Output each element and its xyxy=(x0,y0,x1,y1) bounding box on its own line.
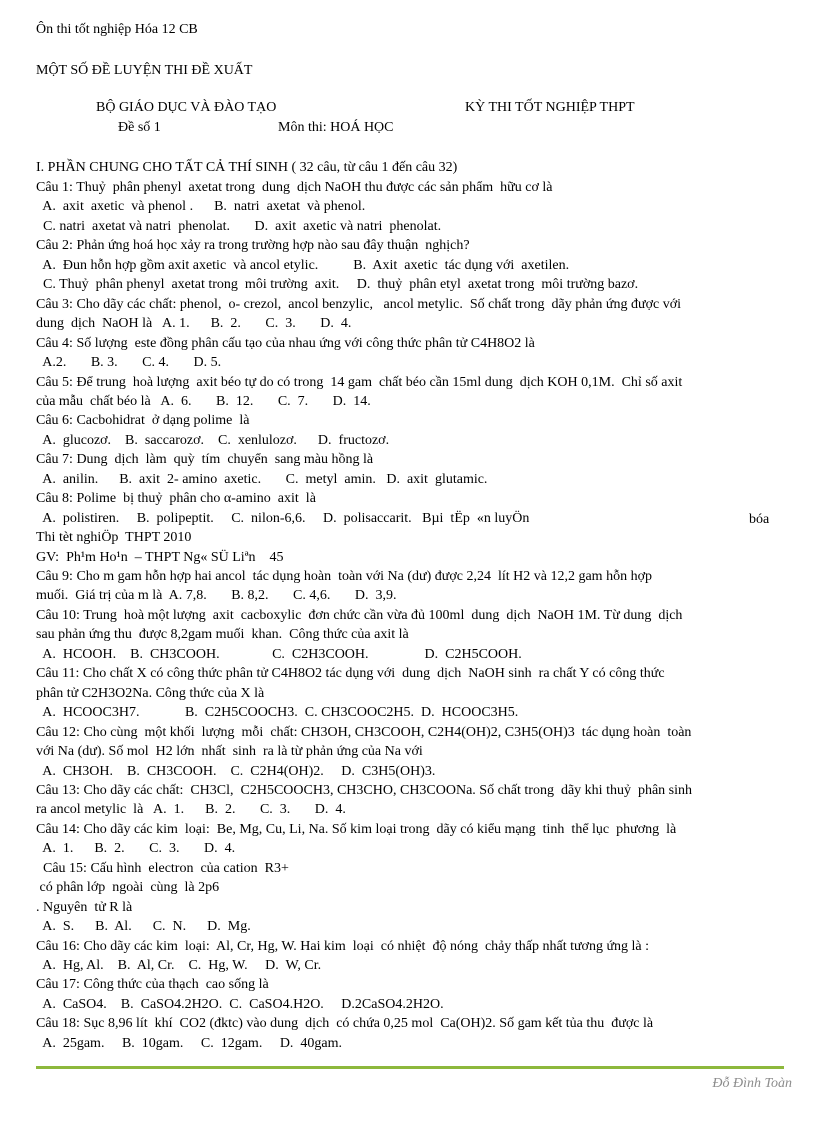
text-line: A. anilin. B. axit 2- amino axetic. C. metyl amin. D. axit glutamic. xyxy=(36,471,488,487)
text-line: A. CH3OH. B. CH3COOH. C. C2H4(OH)2. D. C3H5(OH)3. xyxy=(36,763,436,779)
text-line: ra ancol metylic là A. 1. B. 2. C. 3. D. 4. xyxy=(36,802,346,818)
text-line: Câu 6: Cacbohidrat ở dạng polime là xyxy=(36,413,250,429)
text-line: Câu 10: Trung hoà một lượng axit cacboxylic đơn chức cần vừa đủ 100ml dung dịch NaOH 1M. Từ dung dịch xyxy=(36,607,683,623)
text-line: Câu 16: Cho dãy các kim loại: Al, Cr, Hg, W. Hai kim loại có nhiệt độ nóng chảy thấp nhất tương ứng là : xyxy=(36,938,650,954)
text-line: Câu 4: Số lượng este đồng phân cấu tạo của nhau ứng với công thức phân tử C4H8O2 là xyxy=(36,335,535,351)
text-line: Câu 14: Cho dãy các kim loại: Be, Mg, Cu, Li, Na. Số kim loại trong dãy có kiểu mạng tinh thể lục phương là xyxy=(36,821,677,837)
text-line: Câu 15: Cấu hình electron của cation R3+ xyxy=(36,860,289,876)
text-line: với Na (dư). Số mol H2 lớn nhất sinh ra là từ phản ứng của Na với xyxy=(36,744,423,760)
exam-name: KỲ THI TỐT NGHIỆP THPT xyxy=(465,100,635,115)
collection-title: MỘT SỐ ĐỀ LUYỆN THI ĐỀ XUẤT xyxy=(36,63,253,78)
text-line: A. glucozơ. B. saccarozơ. C. xenlulozơ. D. fructozơ. xyxy=(36,432,390,448)
text-line: Câu 12: Cho cùng một khối lượng mỗi chất: CH3OH, CH3COOH, C2H4(OH)2, C3H5(OH)3 tác dụng hoàn toàn xyxy=(36,724,692,740)
text-line: A. S. B. Al. C. N. D. Mg. xyxy=(36,919,251,935)
text-line: A. HCOOC3H7. B. C2H5COOCH3. C. CH3COOC2H5. D. HCOOC3H5. xyxy=(36,705,519,721)
text-line: A. 25gam. B. 10gam. C. 12gam. D. 40gam. xyxy=(36,1035,343,1051)
ministry-name: BỘ GIÁO DỤC VÀ ĐÀO TẠO xyxy=(96,100,277,115)
text-line: A. CaSO4. B. CaSO4.2H2O. C. CaSO4.H2O. D.2CaSO4.2H2O. xyxy=(36,996,444,1012)
text-line: C. natri axetat và natri phenolat. D. axit axetic và natri phenolat. xyxy=(36,218,442,234)
text-line: Câu 3: Cho dãy các chất: phenol, o- crezol, ancol benzylic, ancol metylic. Số chất trong dãy phản ứng được với xyxy=(36,296,682,312)
text-line: Câu 7: Dung dịch làm quỳ tím chuyển sang màu hồng là xyxy=(36,452,374,468)
text-line: phân tử C2H3O2Na. Công thức của X là xyxy=(36,685,265,701)
text-line: dung dịch NaOH là A. 1. B. 2. C. 3. D. 4. xyxy=(36,316,352,332)
text-line: Câu 5: Để trung hoà lượng axit béo tự do có trong 14 gam chất béo cần 15ml dung dịch KOH 0,1M. Chỉ số axit xyxy=(36,374,683,390)
text-line: Câu 17: Công thức của thạch cao sống là xyxy=(36,977,269,993)
footer-rule xyxy=(36,1066,784,1069)
text-line: Câu 11: Cho chất X có công thức phân tử C4H8O2 tác dụng với dung dịch NaOH sinh ra chất Y có công thức xyxy=(36,666,665,682)
text-line: Câu 13: Cho dãy các chất: CH3Cl, C2H5COOCH3, CH3CHO, CH3COONa. Số chất trong dãy khi thuỷ phân sinh xyxy=(36,782,693,798)
section-title: I. PHẦN CHUNG CHO TẤT CẢ THÍ SINH ( 32 câu, từ câu 1 đến câu 32) xyxy=(36,160,458,175)
exam-subject: Môn thi: HOÁ HỌC xyxy=(278,120,394,135)
text-line: A. axit axetic và phenol . B. natri axetat và phenol. xyxy=(36,199,366,215)
text-line: A. 1. B. 2. C. 3. D. 4. xyxy=(36,841,236,857)
text-line: GV: Ph¹m Ho¹n – THPT Ng« SÜ Liªn 45 xyxy=(36,549,284,565)
text-line: A. polistiren. B. polipeptit. C. nilon-6,6. D. polisaccarit. Bµi tËp «n luyÖn xyxy=(36,510,530,526)
text-line: Câu 2: Phản ứng hoá học xảy ra trong trường hợp nào sau đây thuận nghịch? xyxy=(36,238,470,254)
text-line: A. Đun hỗn hợp gồm axit axetic và ancol etylic. B. Axit axetic tác dụng với axetilen. xyxy=(36,257,570,273)
text-line: A. HCOOH. B. CH3COOH. C. C2H3COOH. D. C2H5COOH. xyxy=(36,646,522,662)
text-line: A.2. B. 3. C. 4. D. 5. xyxy=(36,355,222,371)
text-line: của mẫu chất béo là A. 6. B. 12. C. 7. D. 14. xyxy=(36,393,371,409)
footer-author: Đỗ Đình Toàn xyxy=(712,1076,792,1091)
exam-number: Đề số 1 xyxy=(118,120,161,135)
text-line: . Nguyên tử R là xyxy=(36,899,133,915)
text-line: muối. Giá trị của m là A. 7,8. B. 8,2. C. 4,6. D. 3,9. xyxy=(36,588,397,604)
text-line: Câu 8: Polime bị thuỷ phân cho α-amino axit là xyxy=(36,491,316,507)
course-header: Ôn thi tốt nghiệp Hóa 12 CB xyxy=(36,22,198,37)
text-line: Thi tèt nghiÖp THPT 2010 xyxy=(36,530,192,546)
text-line: Câu 18: Sục 8,96 lít khí CO2 (đktc) vào dung dịch có chứa 0,25 mol Ca(OH)2. Số gam kết tủa thu được là xyxy=(36,1016,654,1032)
text-line: Câu 1: Thuỷ phân phenyl axetat trong dung dịch NaOH thu được các sản phẩm hữu cơ là xyxy=(36,180,553,195)
text-line: C. Thuỷ phân phenyl axetat trong môi trường axit. D. thuỷ phân etyl axetat trong môi trường bazơ. xyxy=(36,277,639,293)
stray-text: bóa xyxy=(749,512,770,527)
text-line: A. Hg, Al. B. Al, Cr. C. Hg, W. D. W, Cr. xyxy=(36,958,322,973)
text-line: có phân lớp ngoài cùng là 2p6 xyxy=(36,880,220,896)
text-line: sau phản ứng thu được 8,2gam muối khan. Công thức của axit là xyxy=(36,627,409,643)
text-line: Câu 9: Cho m gam hỗn hợp hai ancol tác dụng hoàn toàn với Na (dư) được 2,24 lít H2 và 12,2 gam hỗn hợp xyxy=(36,569,652,584)
